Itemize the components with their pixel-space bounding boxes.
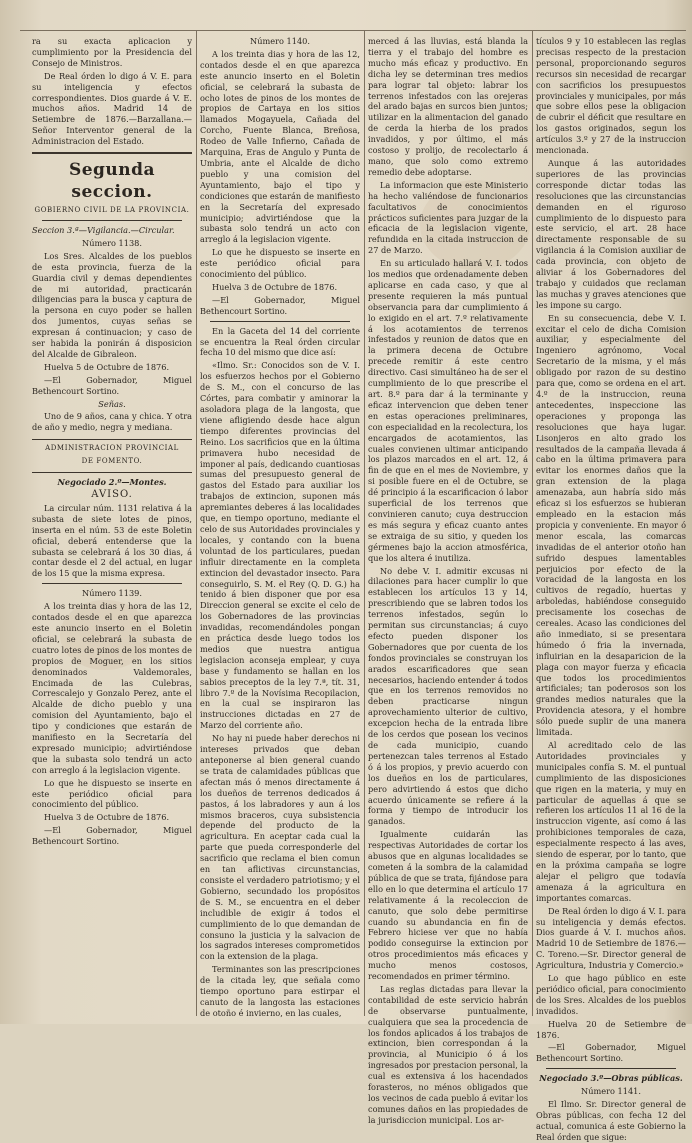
text-paragraph: Terminantes son las prescripciones de la citada ley, que señala como tiempo oportuno para estirpar el canuto de la langosta las estaciones de otoño é invierno, en las cuales, — [200, 964, 360, 1018]
column-rule — [532, 30, 533, 1016]
text-paragraph: No debe V. I. admitir excusas ni dilaciones para hacer cumplir lo que establecen los artículos 13 y 14, prescribiendo que se labren todos los terrenos infestados, según lo permitan sus circunstancias; á cuyo efecto pueden disponer los Gobernadores que por cuenta de los fondos provinciales se construyan los arados escarificadores que sean necesarios, haciendo entender á todos que en los terrenos removidos no deben practicarse ningun aprovechamiento ulterior de cultivo, excepcion hecha de la entrada libre de los cerdos que posean los vecinos de cada municipio, cuando pertenezcan tales terrenos al Estado ó á los propios, y previo acuerdo con los dueños en los de particulares, pero advirtiendo á estos que dicho acuerdo únicamente se refiere á la forma y tiempo de introducir los ganados. — [368, 565, 528, 827]
text-paragraph: tículos 9 y 10 establecen las reglas precisas respecto de la prestacion personal, proporcionando seguros recursos sin necesidad de recargar con sacrificios los presupuestos provinciales y municipales, por más que sobre ellos pese la obligacion de cubrir el déficit que resultare en los gastos originados, segun los artículos 3.º y 27 de la instruccion mencionada. — [536, 36, 686, 156]
divider — [42, 583, 182, 584]
admin-subheading: DE FOMENTO. — [81, 457, 143, 466]
negociado-heading: Negociado 2.º—Montes. — [57, 477, 167, 488]
notice-number: Número 1141. — [581, 1086, 641, 1097]
signature-line: —El Gobernador, Miguel Bethencourt Sortino. — [536, 1042, 686, 1064]
text-paragraph: Lo que hago público en este periódico oficial, para conocimiento de los Sres. Alcaldes de los pueblos invadidos. — [536, 973, 686, 1016]
text-paragraph: Lo que he dispuesto se inserte en este periódico oficial para conocimiento del público. — [32, 777, 192, 810]
signature-line: —El Gobernador, Miguel Bethencourt Sortino. — [200, 294, 360, 316]
text-paragraph: En la Gaceta del 14 del corriente se encuentra la Real órden circular fecha 10 del mismo que dice así: — [200, 325, 360, 358]
government-heading: GOBIERNO CIVIL DE LA PROVINCIA. — [34, 206, 190, 215]
text-paragraph: A los treinta dias y hora de las 12, contados desde el en que aparezca este anuncio inserto en el Boletin oficial, se celebrará la subasta de ocho lotes de pinos de los montes de propios de Cartaya en los sitios llamados Mogayuela, Cañada del Corcho, Fuente Blanca, Breñosa, Rodeo de Valle Infierno, Cañada de Marquina, Eras de Angulo y Punta de Umbria, ante el Alcalde de dicho pueblo y una comision del Ayuntamiento, bajo el tipo y condiciones que estarán de manifiesto en la Secretaría del expresado municipio; advirtiéndose que la subasta solo tendrá un acto con arreglo á la legislacion vigente. — [200, 48, 360, 245]
text-paragraph: El Ilmo. Sr. Director general de Obras públicas, con fecha 12 del actual, comunica á este Gobierno la Real órden que sigue: — [536, 1099, 686, 1142]
column-1 — [32, 36, 192, 1014]
text-paragraph: Las reglas dictadas para llevar la contabilidad de este servicio habrán de observarse puntualmente, cualquiera que sea la procedencia de los fondos aplicados á los trabajos de extincion, bien correspondan á la provincia, al Municipio ó á los ingresados por prestacion personal, la cual es extensiva á los hacendados forasteros, no ménos obligados que los vecinos de cada pueblo á evitar los comunes daños en las propiedades de la jurisdiccion municipal. Los ar- — [368, 983, 528, 1125]
text-paragraph: En su articulado hallará V. I. todos los medios que ordenadamente deben aplicarse en cada caso, y que al presente requieren la más puntual observancia para dar cumplimiento á lo exigido en el art. 7.º relativamente á los acotamientos de terrenos infestados y reunion de datos que en la primera decena de Octubre precede remitir á este centro directivo. Casi simultáneo ha de ser el cumplimiento de lo que prescribe el art. 8.º para dar á la terminante y eficaz intervencion que deben tener en estas operaciones preliminares, con especialidad en la recolectura, los encargados de acotamientos, las cuales convienen ultimar anticipando los plazos marcados en el art. 12, á fin de que en el mes de Noviembre, y si posible fuere en el de Octubre, se dé principio á la escarificacion ó labor superficial de los terrenos que convinieren canuto; cuya destruccion es más segura y eficaz cuanto antes se extraiga de su sitio, y queden los gérmenes bajo la accion atmosférica, que los altera é inutiliza. — [368, 258, 528, 563]
text-paragraph: Lo que he dispuesto se inserte en este periódico oficial para conocimiento del público. — [200, 247, 360, 280]
date-line: Huelva 3 de Octubre de 1876. — [212, 281, 338, 292]
notice-number: Número 1138. — [82, 237, 142, 248]
signature-line: —El Gobernador, Miguel Bethencourt Sortino. — [32, 825, 192, 847]
text-paragraph: Aunque á las autoridades superiores de las provincias corresponde dictar todas las resoluciones que las circunstancias demanden en el riguroso cumplimiento de lo dispuesto para este servicio, el art. 28 hace directamente responsable de su vigilancia á la Comision auxiliar de cada provincia, con objeto de aliviar á los Gobernadores del trabajo y cuidados que reclaman las muchas y graves atenciones que les impone su cargo. — [536, 157, 686, 310]
notice-number: Número 1140. — [250, 36, 310, 46]
aviso-heading: AVISO. — [91, 489, 133, 500]
signature-line: —El Gobernador, Miguel Bethencourt Sortino. — [32, 374, 192, 396]
divider — [210, 321, 350, 322]
text-paragraph: Uno de 9 años, cana y chica. Y otra de año y medio, negra y mediana. — [32, 411, 192, 433]
text-paragraph: Al acreditado celo de las Autoridades provinciales y municipales confía S. M. el puntual cumplimiento de las disposiciones que rigen en la materia, y muy en particular de aquellas á que se refieren los artículos 11 al 16 de la instruccion vigente, así como á las prohibiciones temporales de caza, especialmente respecto á las aves, siendo de esperar, por lo tanto, que en la próxima campaña se logre alejar el peligro que todavía amenaza á la agricultura en importantes comarcas. — [536, 740, 686, 903]
column-2 — [200, 36, 360, 1018]
divider — [32, 152, 192, 154]
date-line: Huelva 5 de Octubre de 1876. — [44, 361, 170, 372]
text-paragraph: De Real órden lo digo á V. E. para su inteligencia y efectos correspondientes. Dios guarde á V. E. muchos años. Madrid 14 de Setiembre de 1876.—Barzallana.—Señor Interventor general de la Administracion del Estado. — [32, 70, 192, 147]
text-paragraph: No hay ni puede haber derechos ni intereses privados que deban anteponerse al bien general cuando se trata de calamidades públicas que afectan más ó menos directamente á los dueños de terrenos dedicados á pastos, á los labradores y aun á los mismos braceros, cuya subsistencia depende del producto de la agricultura. En aceptar cada cual la parte que pueda corresponderle del sacrificio que reclama el bien comun en tan aflictivas circunstancias, consiste el verdadero patriotismo; y el Gobierno, secundado los propósitos de S. M., se encuentra en el deber includible de exigir á todos el cumplimiento de lo que demandan de consuno la justicia y la salvacion de los sagrados intereses comprometidos con la extension de la plaga. — [200, 733, 360, 962]
text-paragraph: A los treinta dias y hora de las 12, contados desde el en que aparezca este anuncio inserto en el Boletin oficial, se celebrará la subasta de cuatro lotes de pinos de los montes de propios de Moguer, en los sitios denominados Valdemorales, Encimada de las Culebras, Correscalejo y Gonzalo Perez, ante el Alcalde de dicho pueblo y una comision del Ayuntamiento, bajo el tipo y condiciones que estarán de manifiesto en la Secretaría del expresado municipio; advirtiéndose que la subasta solo tendrá un acto con arreglo á la legislacion vigente. — [32, 601, 192, 775]
text-paragraph: ra su exacta aplicacion y cumplimiento por la Presidencia del Consejo de Ministros. — [32, 36, 192, 68]
column-4 — [536, 36, 686, 1142]
admin-heading-block — [32, 439, 192, 473]
seccion-heading: Seccion 3.ª—Vigilancia.—Circular. — [32, 224, 175, 235]
text-paragraph: En su consecuencia, debe V. I. excitar el celo de dicha Comision auxiliar, y especialmente del Ingeniero agrónomo, Vocal Secretario de la misma, y el más obligado por razon de su destino para que, como se ordena en el art. 4.º de la instruccion, reuna antecedentes, inspeccione las operaciones y proponga las resoluciones que haya lugar. Lisonjeros en alto grado los resultados de la campaña llevada á cabo en la última primavera para evitar los enormes daños que la gran extension de la plaga amenazaba, aun habría sido más eficaz si los esfuerzos se hubieran empleado en la estacion más propicia y conveniente. En mayor ó menor escala, las comarcas invadidas de el anterior otoño han sufrido despues lamentables perjuicios por efecto de la voracidad de la langosta en los cultivos de regadío, huertas y arboledas, habiéndose conseguido precisamente los cosechas de cereales. Acaso las condiciones del año inmediato, si se presentara húmedo ó fria la invernada, influirian en la desaparicion de la plaga con mayor fuerza y eficacia que todos los procedimientos artificiales; tan poderosos son los grandes medios naturales que la Providencia atesora, y el hombre sólo puede suplir de una manera limitada. — [536, 312, 686, 738]
text-paragraph: Igualmente cuidarán las respectivas Autoridades de cortar los abusos que en algunas localidades se cometen á la sombra de la calamidad pública de que se trata, fijándose para ello en lo que determina el artículo 17 relativamente á la recoleccion de canuto, que solo debe permitirse cuando su abundancia en fin de Febrero hiciese ver que no había podido conseguirse la extincion por otros procedimientos más eficaces y mucho menos costosos, recomendados en primer término. — [368, 829, 528, 982]
negociado-heading: Negociado 3.º—Obras públicas. — [539, 1073, 683, 1084]
text-paragraph: De Real órden lo digo á V. I. para su inteligencia y demás efectos. Dios guarde á V. I. muchos años. Madrid 10 de Setiembre de 1876.—C. Toreno.—Sr. Director general de Agricultura, Industria y Comercio.» — [536, 905, 686, 971]
text-paragraph: Los Sres. Alcaldes de los pueblos de esta provincia, fuerza de la Guardia civil y demas dependientes de mi autoridad, practicarán diligencias para la busca y captura de la persona en cuyo poder se hallen dos jumentos, cuyas señas se expresan á continuacion; y caso de ser habida la ponirán á disposicion del Alcalde de Gibraleon. — [32, 250, 192, 359]
column-rule — [196, 30, 197, 1016]
date-line: Huelva 20 de Setiembre de 1876. — [536, 1018, 686, 1040]
text-paragraph: «Ilmo. Sr.: Conocidos son de V. I. los esfuerzos hechos por el Gobierno de S. M., con el concurso de las Córtes, para combatir y aminorar la asoladora plaga de la langosta, que viene afligiendo desde hace algun tiempo diferentes provincias del Reino. Los sacrificios que en la última primavera hubo necesidad de imponer al país, dedicando cuantiosas sumas del presupuesto general de gastos del Estado para auxiliar los trabajos de extincion, suponen más apremiantes deberes á las localidades que, en tiempo oportuno, mediante el celo de sus Autoridades provinciales y locales, y contando con la buena voluntad de los particulares, puedan influir directamente en la completa extincion del devastador insecto. Para conseguirlo, S. M. el Rey (Q. D. G.) ha tenido á bien disponer que por esa Direccion general se excite el celo de los Gobernadores de las provincias invadidas, recomendándoles pongan en práctica desde luego todos los medios que nuestra antigua legislacion aconseja emplear, y cuya base y fundamento se hallan en los sabios preceptos de la ley 7.ª, tít. 31, libro 7.º de la Novísima Recopilacion, en la cual se inspiraron las instrucciones dictadas en 27 de Marzo del corriente año. — [200, 360, 360, 731]
notice-number: Número 1139. — [82, 588, 142, 599]
admin-heading: ADMINISTRACION PROVINCIAL — [45, 444, 179, 453]
divider — [546, 1068, 676, 1069]
column-3 — [368, 36, 528, 1125]
section-title: Segunda seccion. — [68, 160, 156, 203]
text-paragraph: merced á las lluvias, está blanda la tierra y el trabajo del hombre es mucho más eficaz y productivo. En dicha ley se determinan tres medios para lograr tal objeto: labrar los terrenos infestados con las orejeras del arado bajas en surcos bien juntos; utilizar en la alimentacion del ganado de cerda la hierba de los prados invadidos, y por último, el más costoso y prolijo, de recolectarlo á mano, que solo como extremo remedio debe adoptarse. — [368, 36, 528, 177]
date-line: Huelva 3 de Octubre de 1876. — [44, 812, 170, 823]
divider — [42, 220, 182, 221]
subheading: Señas. — [98, 398, 126, 409]
text-paragraph: La informacion que este Ministerio ha hecho valiéndose de funcionarios facultativos de conocimientos prácticos suficientes para juzgar de la eficacia de la legislacion vigente, refundida en la citada instruccion de 27 de Marzo. — [368, 179, 528, 256]
text-paragraph: La circular núm. 1131 relativa á la subasta de siete lotes de pinos, inserta en el núm. 53 de este Boletin oficial, deberá entenderse que la subasta se celebrará á los 30 dias, á contar desde el 2 del actual, en lugar de los 15 que la misma expresa. — [32, 502, 192, 579]
column-rule — [364, 30, 365, 1016]
top-rule — [20, 30, 686, 31]
